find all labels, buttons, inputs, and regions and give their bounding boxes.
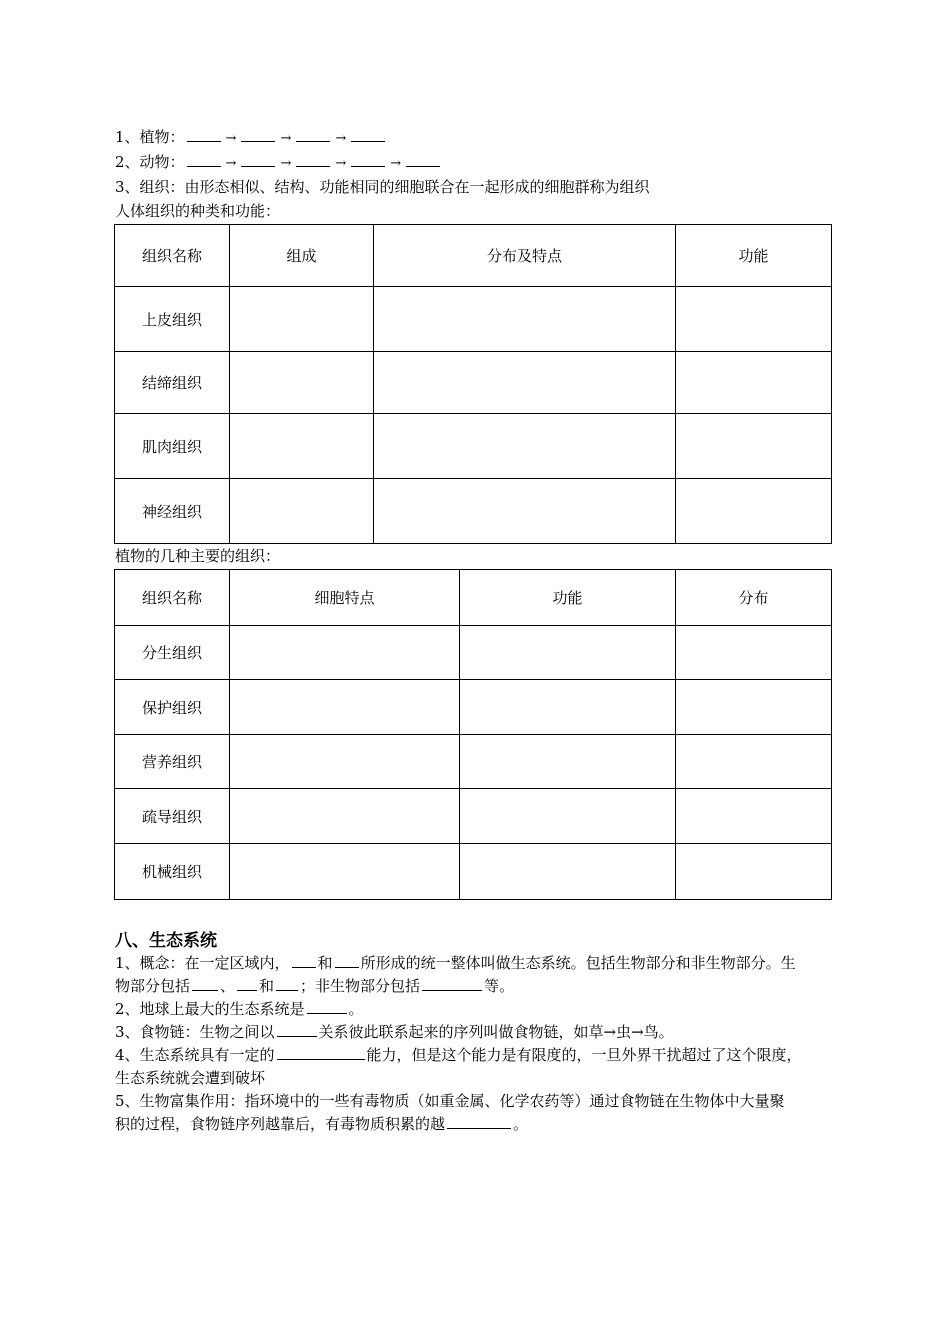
fill-blank (351, 152, 385, 167)
table-row (115, 626, 832, 680)
table-row (115, 735, 832, 789)
fill-blank (406, 152, 440, 167)
text-span: 生态系统就会遭到破坏 (115, 1069, 266, 1087)
human-table-caption: 人体组织的种类和功能： (115, 202, 281, 220)
concept-line-2 (115, 975, 840, 998)
table-row (115, 414, 832, 479)
text-span: 所形成的统一整体叫做生态系统。包括生物部分和非生物部分。生 (360, 954, 796, 972)
empty-cell (676, 626, 832, 680)
plant-table-caption: 植物的几种主要的组织： (115, 547, 281, 565)
empty-cell (676, 479, 832, 544)
row-label: 营养组织 (115, 735, 230, 789)
text-span: 1、概念：在一定区域内， (115, 954, 290, 972)
fill-blank (277, 1045, 365, 1060)
self-regulation-line-1 (115, 1044, 840, 1067)
empty-cell (676, 680, 832, 735)
text-span: 、 (220, 977, 236, 995)
row-label: 上皮组织 (115, 287, 230, 352)
tissue-definition: 3、组织：由形态相似、结构、功能相同的细胞联合在一起形成的细胞群称为组织 (115, 178, 650, 196)
table-row (115, 844, 832, 900)
concept-line-1 (115, 952, 840, 975)
self-regulation-line-2 (115, 1067, 840, 1090)
fill-blank (292, 953, 316, 968)
plant-flow-line (115, 127, 387, 149)
empty-cell (230, 844, 460, 900)
fill-blank (187, 152, 221, 167)
fill-blank (241, 127, 275, 142)
row-label: 分生组织 (115, 626, 230, 680)
bioaccumulation-line-1 (115, 1090, 840, 1113)
empty-cell (676, 844, 832, 900)
human-tissue-table (114, 224, 832, 544)
fill-blank (237, 976, 257, 991)
text-span: 4、生态系统具有一定的 (115, 1046, 275, 1064)
text-span: 能力，但是这个能力是有限度的，一旦外界干扰超过了这个限度， (366, 1046, 802, 1064)
section-heading: 八、生态系统 (115, 931, 217, 951)
ecosystem-paragraphs (115, 952, 840, 1136)
fill-blank (192, 976, 218, 991)
fill-blank (447, 1114, 511, 1129)
fill-blank (296, 127, 330, 142)
header-cell: 分布及特点 (374, 225, 676, 287)
plant-flow-label: 1、植物： (115, 128, 185, 146)
header-cell: 功能 (460, 570, 676, 626)
text-span: 2、地球上最大的生态系统是 (115, 1000, 305, 1018)
empty-cell (460, 680, 676, 735)
row-label: 疏导组织 (115, 789, 230, 844)
header-cell: 组成 (230, 225, 374, 287)
empty-cell (230, 626, 460, 680)
text-span: 关系彼此联系起来的序列叫做食物链，如草→虫→鸟。 (318, 1023, 674, 1041)
arrow-icon: → (390, 156, 402, 171)
table-row (115, 352, 832, 414)
row-label: 保护组织 (115, 680, 230, 735)
empty-cell (230, 479, 374, 544)
plant-tissue-table (114, 569, 832, 900)
text-span: 3、食物链：生物之间以 (115, 1023, 275, 1041)
text-span: ；非生物部分包括 (300, 977, 421, 995)
arrow-icon: → (335, 131, 347, 146)
empty-cell (676, 352, 832, 414)
empty-cell (460, 844, 676, 900)
arrow-icon: → (280, 131, 292, 146)
text-span: 。 (348, 1000, 364, 1018)
text-span: 和 (259, 977, 275, 995)
empty-cell (230, 680, 460, 735)
arrow-icon: → (280, 156, 292, 171)
empty-cell (460, 735, 676, 789)
empty-cell (374, 287, 676, 352)
empty-cell (676, 789, 832, 844)
food-chain-line (115, 1021, 840, 1044)
empty-cell (374, 479, 676, 544)
empty-cell (676, 287, 832, 352)
empty-cell (676, 414, 832, 479)
text-span: 等。 (484, 977, 515, 995)
table-row (115, 680, 832, 735)
empty-cell (460, 626, 676, 680)
fill-blank (241, 152, 275, 167)
text-span: 和 (317, 954, 333, 972)
text-span: 物部分包括 (115, 977, 191, 995)
fill-blank (277, 1022, 317, 1037)
empty-cell (230, 789, 460, 844)
header-cell: 分布 (676, 570, 832, 626)
header-cell: 组织名称 (115, 225, 230, 287)
empty-cell (676, 735, 832, 789)
arrow-icon: → (225, 156, 237, 171)
fill-blank (296, 152, 330, 167)
animal-flow-line (115, 152, 442, 174)
text-span: 5、生物富集作用：指环境中的一些有毒物质（如重金属、化学农药等）通过食物链在生物体中大量聚 (115, 1092, 785, 1110)
table-row (115, 287, 832, 352)
empty-cell (460, 789, 676, 844)
row-label: 神经组织 (115, 479, 230, 544)
table-row (115, 789, 832, 844)
arrow-icon: → (335, 156, 347, 171)
header-cell: 组织名称 (115, 570, 230, 626)
table-row (115, 479, 832, 544)
arrow-icon: → (225, 131, 237, 146)
row-label: 肌肉组织 (115, 414, 230, 479)
empty-cell (374, 352, 676, 414)
fill-blank (276, 976, 298, 991)
empty-cell (230, 352, 374, 414)
fill-blank (307, 999, 347, 1014)
table-header-row (115, 225, 832, 287)
fill-blank (187, 127, 221, 142)
header-cell: 功能 (676, 225, 832, 287)
text-span: 。 (513, 1115, 529, 1133)
fill-blank (351, 127, 385, 142)
empty-cell (230, 414, 374, 479)
header-cell: 细胞特点 (230, 570, 460, 626)
animal-flow-label: 2、动物： (115, 153, 185, 171)
bioaccumulation-line-2 (115, 1113, 840, 1136)
largest-ecosystem-line (115, 998, 840, 1021)
fill-blank (422, 976, 482, 991)
row-label: 机械组织 (115, 844, 230, 900)
fill-blank (335, 953, 359, 968)
empty-cell (374, 414, 676, 479)
empty-cell (230, 735, 460, 789)
row-label: 结缔组织 (115, 352, 230, 414)
text-span: 积的过程，食物链序列越靠后，有毒物质积累的越 (115, 1115, 446, 1133)
table-header-row (115, 570, 832, 626)
empty-cell (230, 287, 374, 352)
